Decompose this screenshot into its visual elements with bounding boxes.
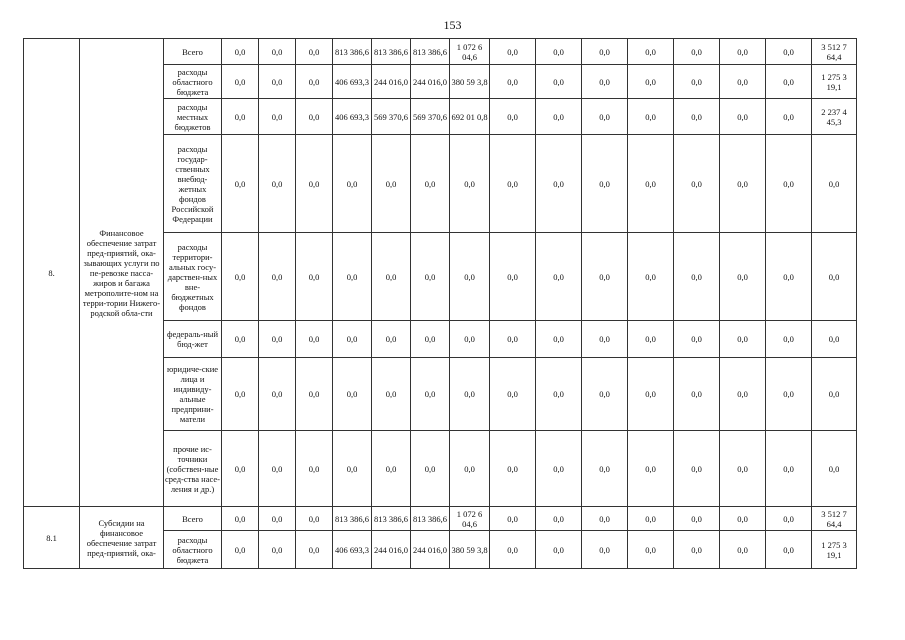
value-cell: 0,0 bbox=[536, 99, 582, 135]
value-cell: 0,0 bbox=[259, 39, 296, 65]
value-cell: 0,0 bbox=[720, 99, 766, 135]
page-number: 153 bbox=[443, 18, 462, 32]
value-cell: 0,0 bbox=[582, 99, 628, 135]
value-cell: 0,0 bbox=[222, 358, 259, 431]
value-cell: 0,0 bbox=[766, 135, 812, 233]
value-cell: 0,0 bbox=[582, 233, 628, 321]
value-cell: 0,0 bbox=[628, 233, 674, 321]
value-cell: 0,0 bbox=[628, 39, 674, 65]
value-cell: 0,0 bbox=[582, 431, 628, 507]
value-cell: 0,0 bbox=[628, 358, 674, 431]
value-cell: 0,0 bbox=[536, 531, 582, 569]
value-cell: 0,0 bbox=[536, 321, 582, 358]
value-cell: 0,0 bbox=[333, 321, 372, 358]
value-cell: 0,0 bbox=[720, 531, 766, 569]
value-cell: 0,0 bbox=[296, 135, 333, 233]
value-cell: 0,0 bbox=[490, 99, 536, 135]
value-cell: 692 01 0,8 bbox=[450, 99, 490, 135]
value-cell: 0,0 bbox=[490, 39, 536, 65]
value-cell: 0,0 bbox=[372, 233, 411, 321]
value-cell: 0,0 bbox=[222, 431, 259, 507]
value-cell: 0,0 bbox=[372, 431, 411, 507]
funding-source: федераль-ный бюд-жет bbox=[164, 321, 222, 358]
value-cell: 0,0 bbox=[674, 507, 720, 531]
value-cell: 0,0 bbox=[674, 531, 720, 569]
value-cell: 0,0 bbox=[296, 65, 333, 99]
value-cell: 0,0 bbox=[259, 321, 296, 358]
value-cell: 0,0 bbox=[720, 65, 766, 99]
value-cell: 0,0 bbox=[222, 99, 259, 135]
value-cell: 0,0 bbox=[674, 99, 720, 135]
value-cell: 0,0 bbox=[674, 39, 720, 65]
value-cell: 0,0 bbox=[490, 507, 536, 531]
funding-source: расходы территори-альных госу-дарствен-ных вне-бюджетных фондов bbox=[164, 233, 222, 321]
value-cell: 813 386,6 bbox=[411, 39, 450, 65]
value-cell: 0,0 bbox=[450, 233, 490, 321]
table-row bbox=[24, 507, 857, 531]
value-cell: 0,0 bbox=[490, 531, 536, 569]
value-cell: 3 512 7 64,4 bbox=[812, 39, 857, 65]
value-cell: 0,0 bbox=[296, 358, 333, 431]
value-cell: 813 386,6 bbox=[333, 507, 372, 531]
value-cell: 0,0 bbox=[259, 358, 296, 431]
value-cell: 1 072 6 04,6 bbox=[450, 507, 490, 531]
value-cell: 569 370,6 bbox=[372, 99, 411, 135]
value-cell: 0,0 bbox=[296, 531, 333, 569]
value-cell: 0,0 bbox=[720, 135, 766, 233]
value-cell: 0,0 bbox=[766, 65, 812, 99]
value-cell: 0,0 bbox=[222, 135, 259, 233]
funding-source: расходы областного бюджета bbox=[164, 531, 222, 569]
value-cell: 0,0 bbox=[222, 65, 259, 99]
value-cell: 0,0 bbox=[628, 135, 674, 233]
value-cell: 0,0 bbox=[490, 431, 536, 507]
value-cell: 0,0 bbox=[490, 135, 536, 233]
value-cell: 0,0 bbox=[259, 431, 296, 507]
funding-source: Всего bbox=[164, 39, 222, 65]
value-cell: 0,0 bbox=[766, 321, 812, 358]
value-cell: 0,0 bbox=[450, 431, 490, 507]
value-cell: 0,0 bbox=[674, 321, 720, 358]
value-cell: 0,0 bbox=[490, 233, 536, 321]
value-cell: 0,0 bbox=[296, 39, 333, 65]
value-cell: 0,0 bbox=[411, 321, 450, 358]
value-cell: 0,0 bbox=[720, 507, 766, 531]
value-cell: 0,0 bbox=[628, 99, 674, 135]
row-number: 8. bbox=[24, 39, 80, 507]
funding-source: расходы государ-ственных внебюд-жетных фондов Российской Федерации bbox=[164, 135, 222, 233]
value-cell: 0,0 bbox=[490, 65, 536, 99]
value-cell: 0,0 bbox=[411, 233, 450, 321]
value-cell: 0,0 bbox=[333, 358, 372, 431]
value-cell: 0,0 bbox=[720, 321, 766, 358]
value-cell: 0,0 bbox=[296, 233, 333, 321]
value-cell: 1 275 3 19,1 bbox=[812, 531, 857, 569]
value-cell: 0,0 bbox=[222, 321, 259, 358]
value-cell: 406 693,3 bbox=[333, 99, 372, 135]
funding-source: прочие ис-точники (собствен-ные сред-ства насе-ления и др.) bbox=[164, 431, 222, 507]
value-cell: 0,0 bbox=[333, 431, 372, 507]
value-cell: 0,0 bbox=[812, 321, 857, 358]
value-cell: 0,0 bbox=[222, 507, 259, 531]
value-cell: 0,0 bbox=[450, 358, 490, 431]
value-cell: 0,0 bbox=[766, 507, 812, 531]
funding-source: юридиче-ские лица и индивиду-альные предприни-матели bbox=[164, 358, 222, 431]
value-cell: 0,0 bbox=[536, 358, 582, 431]
value-cell: 406 693,3 bbox=[333, 531, 372, 569]
value-cell: 0,0 bbox=[296, 507, 333, 531]
funding-source: расходы областного бюджета bbox=[164, 65, 222, 99]
value-cell: 0,0 bbox=[536, 65, 582, 99]
value-cell: 0,0 bbox=[720, 358, 766, 431]
value-cell: 0,0 bbox=[536, 507, 582, 531]
value-cell: 0,0 bbox=[259, 65, 296, 99]
value-cell: 0,0 bbox=[582, 39, 628, 65]
value-cell: 0,0 bbox=[296, 99, 333, 135]
value-cell: 0,0 bbox=[411, 358, 450, 431]
value-cell: 0,0 bbox=[582, 507, 628, 531]
value-cell: 0,0 bbox=[450, 321, 490, 358]
value-cell: 0,0 bbox=[720, 39, 766, 65]
value-cell: 0,0 bbox=[333, 135, 372, 233]
value-cell: 0,0 bbox=[766, 531, 812, 569]
value-cell: 1 275 3 19,1 bbox=[812, 65, 857, 99]
value-cell: 0,0 bbox=[582, 358, 628, 431]
value-cell: 0,0 bbox=[411, 135, 450, 233]
value-cell: 0,0 bbox=[628, 431, 674, 507]
budget-table bbox=[23, 38, 857, 569]
value-cell: 813 386,6 bbox=[372, 39, 411, 65]
value-cell: 569 370,6 bbox=[411, 99, 450, 135]
value-cell: 0,0 bbox=[222, 531, 259, 569]
value-cell: 0,0 bbox=[766, 99, 812, 135]
value-cell: 0,0 bbox=[411, 431, 450, 507]
value-cell: 813 386,6 bbox=[372, 507, 411, 531]
value-cell: 0,0 bbox=[812, 233, 857, 321]
value-cell: 0,0 bbox=[720, 431, 766, 507]
value-cell: 813 386,6 bbox=[411, 507, 450, 531]
value-cell: 0,0 bbox=[582, 321, 628, 358]
value-cell: 0,0 bbox=[536, 431, 582, 507]
value-cell: 0,0 bbox=[812, 358, 857, 431]
value-cell: 244 016,0 bbox=[411, 65, 450, 99]
value-cell: 0,0 bbox=[536, 233, 582, 321]
value-cell: 0,0 bbox=[766, 358, 812, 431]
value-cell: 0,0 bbox=[372, 358, 411, 431]
value-cell: 0,0 bbox=[536, 135, 582, 233]
value-cell: 0,0 bbox=[259, 135, 296, 233]
value-cell: 0,0 bbox=[674, 431, 720, 507]
value-cell: 0,0 bbox=[766, 233, 812, 321]
value-cell: 0,0 bbox=[628, 65, 674, 99]
value-cell: 0,0 bbox=[674, 358, 720, 431]
value-cell: 3 512 7 64,4 bbox=[812, 507, 857, 531]
value-cell: 0,0 bbox=[536, 39, 582, 65]
value-cell: 0,0 bbox=[333, 233, 372, 321]
value-cell: 0,0 bbox=[296, 321, 333, 358]
value-cell: 813 386,6 bbox=[333, 39, 372, 65]
value-cell: 0,0 bbox=[582, 531, 628, 569]
value-cell: 0,0 bbox=[674, 65, 720, 99]
value-cell: 0,0 bbox=[628, 507, 674, 531]
value-cell: 0,0 bbox=[766, 39, 812, 65]
value-cell: 0,0 bbox=[222, 39, 259, 65]
value-cell: 0,0 bbox=[490, 321, 536, 358]
value-cell: 0,0 bbox=[259, 507, 296, 531]
table-row bbox=[24, 39, 857, 65]
value-cell: 406 693,3 bbox=[333, 65, 372, 99]
value-cell: 0,0 bbox=[490, 358, 536, 431]
value-cell: 244 016,0 bbox=[372, 531, 411, 569]
row-number: 8.1 bbox=[24, 507, 80, 569]
value-cell: 0,0 bbox=[582, 65, 628, 99]
value-cell: 0,0 bbox=[628, 531, 674, 569]
value-cell: 0,0 bbox=[222, 233, 259, 321]
measure-name: Субсидии на финансовое обеспечение затрат пред-приятий, ока- bbox=[80, 507, 164, 569]
value-cell: 0,0 bbox=[812, 431, 857, 507]
value-cell: 0,0 bbox=[674, 233, 720, 321]
value-cell: 380 59 3,8 bbox=[450, 65, 490, 99]
value-cell: 2 237 4 45,3 bbox=[812, 99, 857, 135]
funding-source: Всего bbox=[164, 507, 222, 531]
funding-source: расходы местных бюджетов bbox=[164, 99, 222, 135]
value-cell: 244 016,0 bbox=[372, 65, 411, 99]
value-cell: 1 072 6 04,6 bbox=[450, 39, 490, 65]
value-cell: 0,0 bbox=[372, 321, 411, 358]
value-cell: 0,0 bbox=[450, 135, 490, 233]
value-cell: 0,0 bbox=[259, 99, 296, 135]
value-cell: 0,0 bbox=[720, 233, 766, 321]
value-cell: 0,0 bbox=[582, 135, 628, 233]
value-cell: 0,0 bbox=[259, 531, 296, 569]
value-cell: 0,0 bbox=[628, 321, 674, 358]
value-cell: 0,0 bbox=[766, 431, 812, 507]
value-cell: 0,0 bbox=[296, 431, 333, 507]
value-cell: 0,0 bbox=[674, 135, 720, 233]
value-cell: 0,0 bbox=[812, 135, 857, 233]
value-cell: 0,0 bbox=[372, 135, 411, 233]
value-cell: 380 59 3,8 bbox=[450, 531, 490, 569]
value-cell: 244 016,0 bbox=[411, 531, 450, 569]
value-cell: 0,0 bbox=[259, 233, 296, 321]
measure-name: Финансовое обеспечение затрат пред-приятий, ока-зывающих услуги по пе-ревозке пасса-жиров и багажа метрополите-ном на терри-тории Нижего-родской обла-сти bbox=[80, 39, 164, 507]
